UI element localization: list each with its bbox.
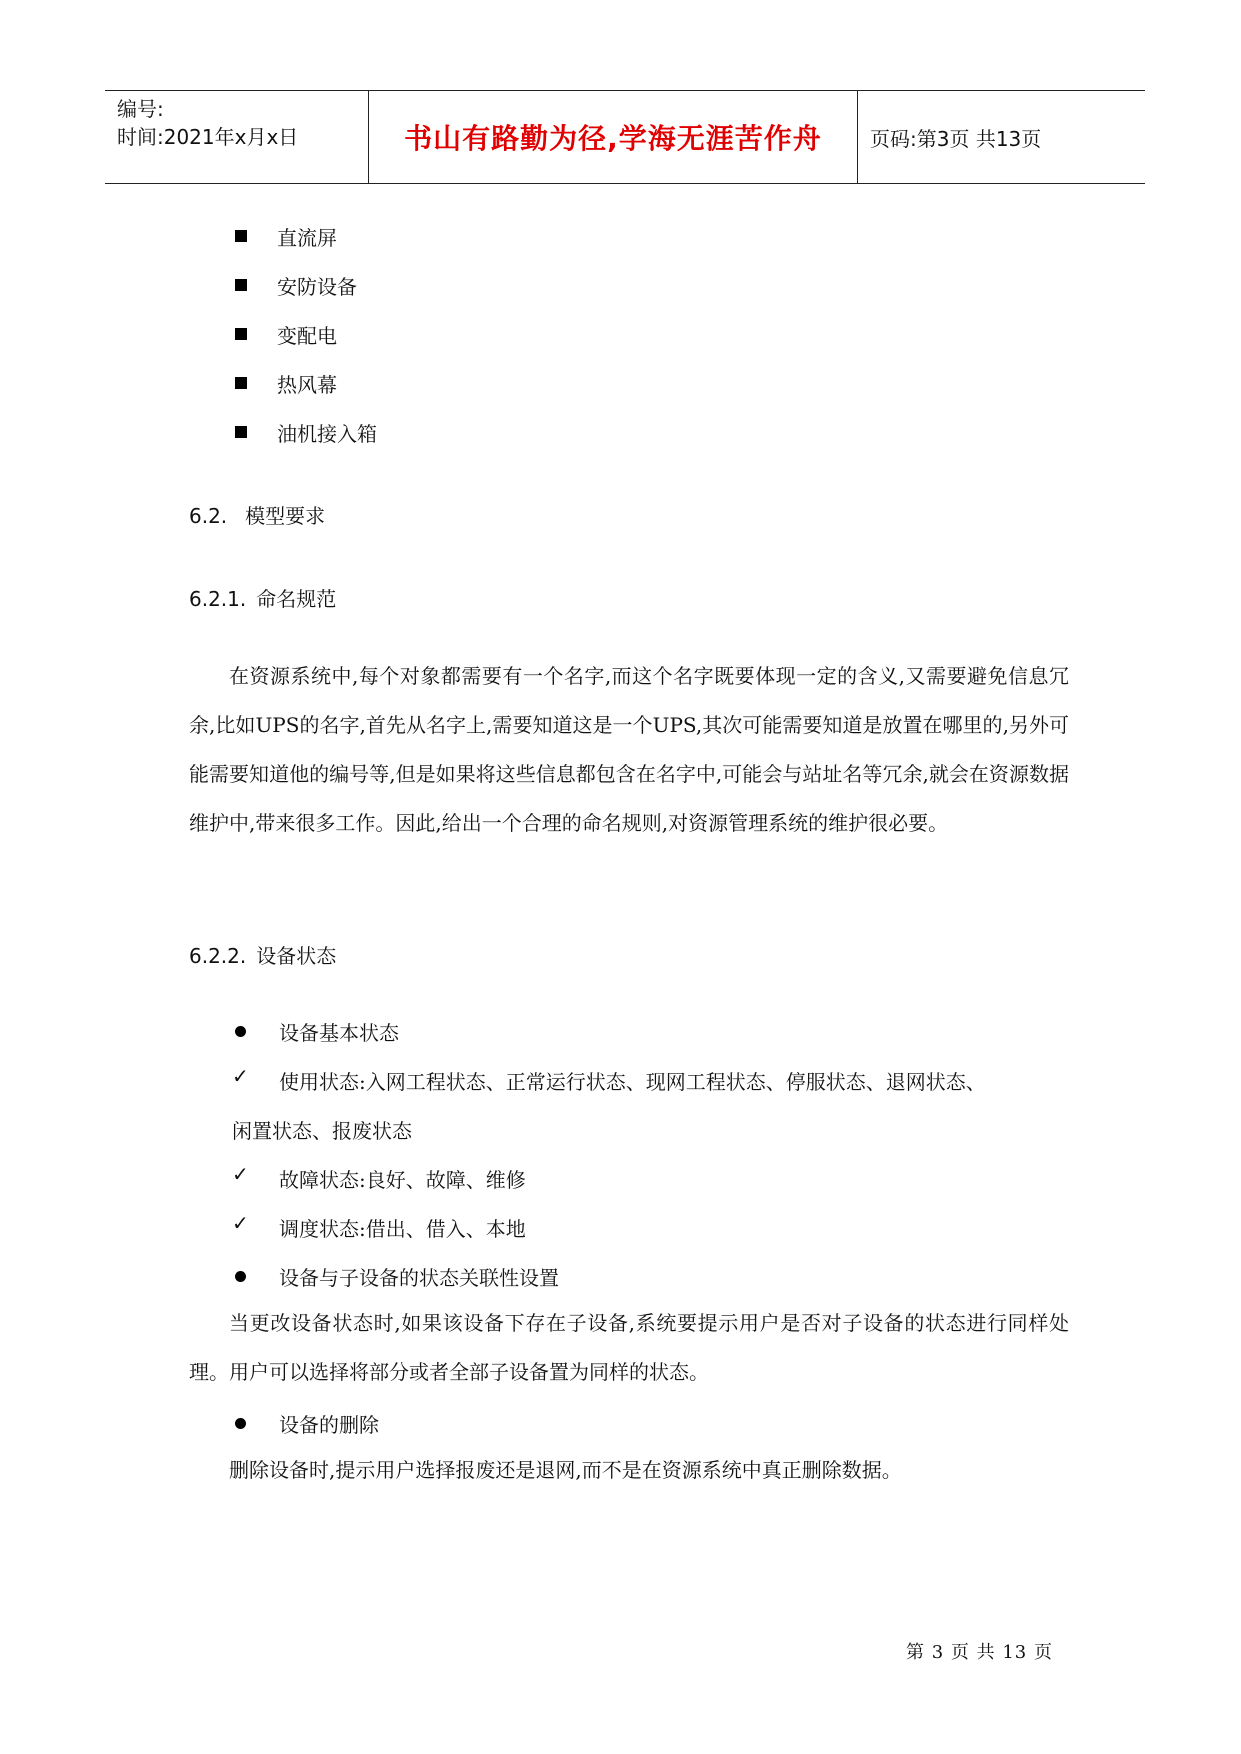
list-item: 热风幕	[277, 373, 337, 397]
section-title: 命名规范	[256, 587, 337, 611]
list-item: 油机接入箱	[277, 422, 377, 446]
list-item: 安防设备	[277, 275, 357, 299]
page-header	[105, 90, 1145, 184]
round-bullet-icon	[235, 1418, 246, 1429]
section-heading-6-2	[189, 500, 325, 529]
section-number: 6.2.1.	[189, 587, 247, 611]
page-footer: 第 3 页 共 13 页	[906, 1642, 1053, 1663]
square-bullet-icon	[235, 426, 247, 438]
section-number: 6.2.2.	[189, 944, 247, 968]
delete-paragraph: 删除设备时,提示用户选择报废还是退网,而不是在资源系统中真正删除数据。	[229, 1458, 902, 1482]
status-paragraph: 当更改设备状态时,如果该设备下存在子设备,系统要提示用户是否对子设备的状态进行同样处理。用户可以选择将部分或者全部子设备置为同样的状态。	[189, 1311, 1069, 1384]
bullet-item: 设备的删除	[279, 1413, 379, 1437]
header-page-cell	[856, 91, 1159, 183]
check-item-continuation: 闲置状态、报废状态	[232, 1119, 412, 1143]
checkmark-icon: ✓	[232, 1162, 249, 1186]
header-number-label: 编号:	[117, 97, 164, 121]
bullet-item: 设备与子设备的状态关联性设置	[279, 1266, 559, 1290]
header-motto: 书山有路勤为径,学海无涯苦作舟	[404, 122, 822, 155]
list-item: 变配电	[277, 324, 337, 348]
header-page-label: 页码:第3页 共13页	[870, 126, 1042, 151]
section-title: 模型要求	[245, 504, 326, 528]
list-item: 直流屏	[277, 226, 337, 250]
check-item: 故障状态:良好、故障、维修	[279, 1168, 526, 1192]
square-bullet-icon	[235, 328, 247, 340]
bullet-item: 设备基本状态	[279, 1021, 399, 1045]
header-motto-cell	[368, 91, 858, 183]
header-time-label: 时间:2021年x月x日	[117, 125, 299, 149]
square-bullet-icon	[235, 377, 247, 389]
section-heading-6-2-2	[189, 940, 336, 969]
square-bullet-icon	[235, 230, 247, 242]
section-title: 设备状态	[256, 944, 337, 968]
round-bullet-icon	[235, 1271, 246, 1282]
naming-paragraph: 在资源系统中,每个对象都需要有一个名字,而这个名字既要体现一定的含义,又需要避免信息冗余,比如UPS的名字,首先从名字上,需要知道这是一个UPS,其次可能需要知道是放置在哪里的,另外可能需要知道他的编号等,但是如果将这些信息都包含在名字中,可能会与站址名等冗余,就会在资源数据维护中,带来很多工作。因此,给出一个合理的命名规则,对资源管理系统的维护很必要。	[189, 664, 1069, 835]
section-number: 6.2.	[189, 504, 228, 528]
check-item: 使用状态:入网工程状态、正常运行状态、现网工程状态、停服状态、退网状态、	[279, 1070, 986, 1094]
square-bullet-icon	[235, 279, 247, 291]
check-item: 调度状态:借出、借入、本地	[279, 1217, 526, 1241]
round-bullet-icon	[235, 1026, 246, 1037]
section-heading-6-2-1	[189, 583, 336, 612]
checkmark-icon: ✓	[232, 1211, 249, 1235]
checkmark-icon: ✓	[232, 1064, 249, 1088]
